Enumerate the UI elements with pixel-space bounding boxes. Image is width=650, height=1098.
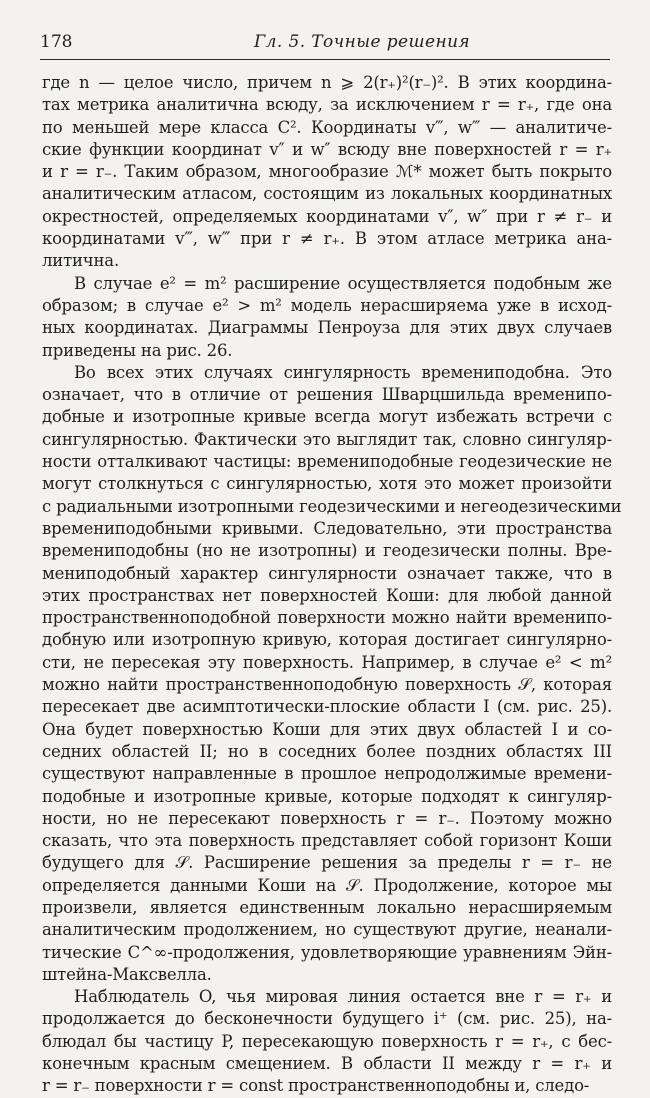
text-line: ных координатах. Диаграммы Пенроуза для этих двух случаев xyxy=(42,318,612,338)
header-rule xyxy=(40,59,610,60)
text-line: Во всех этих случаях сингулярность времениподобна. Это xyxy=(74,362,612,382)
text-line: r = r₋ поверхности r = const пространственноподобны и, следо- xyxy=(42,1076,590,1096)
text-line: тах метрика аналитична всюду, за исключением r = r₊, где она xyxy=(42,95,612,115)
body-text xyxy=(42,72,622,1098)
text-line: времениподобными кривыми. Следовательно, эти пространства xyxy=(42,518,612,538)
text-line: ности, но не пересекают поверхность r = r₋. Поэтому можно xyxy=(42,808,612,828)
text-line: приведены на рис. 26. xyxy=(42,340,233,360)
text-line: где n — целое число, причем n ⩾ 2(r₊)²(r₋)². В этих координа- xyxy=(42,73,612,92)
text-line: пространственноподобной поверхности можно найти временипо- xyxy=(42,608,612,628)
text-line: по меньшей мере класса C². Координаты v‴, w‴ — аналитиче- xyxy=(42,117,612,137)
text-line: аналитическим продолжением, но существуют другие, неанали- xyxy=(42,920,612,940)
text-line: означает, что в отличие от решения Шварцшильда временипо- xyxy=(42,385,612,405)
text-line: могут столкнуться с сингулярностью, хотя это может произойти xyxy=(42,474,612,494)
text-line: аналитическим атласом, состоящим из локальных координатных xyxy=(42,184,612,204)
text-line: Наблюдатель O, чья мировая линия остается вне r = r₊ и xyxy=(74,987,612,1007)
text-line: продолжается до бесконечности будущего i⁺ (см. рис. 25), на- xyxy=(42,1009,612,1029)
text-line: конечным красным смещением. В области II между r = r₊ и xyxy=(42,1054,612,1074)
text-line: Она будет поверхностью Коши для этих двух областей I и со- xyxy=(42,719,612,739)
paragraph xyxy=(42,986,612,1097)
text-line: сти, не пересекая эту поверхность. Например, в случае e² < m² xyxy=(42,652,612,672)
text-line: штейна-Максвелла. xyxy=(42,964,212,984)
text-line: В случае e² = m² расширение осуществляется подобным же xyxy=(74,273,612,293)
text-line: окрестностей, определяемых координатами v″, w″ при r ≠ r₋ и xyxy=(42,206,612,226)
paragraph xyxy=(42,72,612,273)
paragraph xyxy=(42,273,612,362)
text-line: сказать, что эта поверхность представляет собой горизонт Коши xyxy=(42,831,612,851)
text-line: будущего для 𝒮. Расширение решения за пределы r = r₋ не xyxy=(42,853,612,873)
text-line: мениподобный характер сингулярности означает также, что в xyxy=(42,563,612,583)
text-line: тические C^∞-продолжения, удовлетворяющие уравнениям Эйн- xyxy=(42,942,612,962)
running-head: Гл. 5. Точные решения xyxy=(254,32,471,52)
text-line: ности отталкивают частицы: времениподобные геодезические не xyxy=(42,452,612,472)
page-header xyxy=(40,32,610,56)
text-line: и r = r₋. Таким образом, многообразие ℳ* может быть покрыто xyxy=(42,162,612,182)
text-line: с радиальными изотропными геодезическими и негеодезическими xyxy=(42,496,622,516)
text-line: можно найти пространственноподобную поверхность 𝒮, которая xyxy=(42,675,612,695)
text-line: добную или изотропную кривую, которая достигает сингулярно- xyxy=(42,630,612,650)
text-line: времениподобны (но не изотропны) и геодезически полны. Вре- xyxy=(42,541,612,561)
text-line: этих пространствах нет поверхностей Коши: для любой данной xyxy=(42,585,612,605)
text-line: координатами v‴, w‴ при r ≠ r₊. В этом атласе метрика ана- xyxy=(42,229,612,249)
text-line: подобные и изотропные кривые, которые подходят к сингуляр- xyxy=(42,786,612,806)
text-line: добные и изотропные кривые всегда могут избежать встречи с xyxy=(42,407,612,427)
text-line: блюдал бы частицу P, пересекающую поверхность r = r₊, с бес- xyxy=(42,1031,612,1051)
text-line: литична. xyxy=(42,251,119,271)
text-line: ские функции координат v″ и w″ всюду вне поверхностей r = r₊ xyxy=(42,139,612,159)
text-line: седних областей II; но в соседних более поздних областях III xyxy=(42,741,612,761)
text-line: существуют направленные в прошлое непродолжимые времени- xyxy=(42,764,612,784)
text-line: образом; в случае e² > m² модель нерасширяема уже в исход- xyxy=(42,295,612,315)
text-line: пересекает две асимптотически-плоские области I (см. рис. 25). xyxy=(42,697,612,717)
page-number: 178 xyxy=(40,32,73,52)
paragraph xyxy=(42,362,622,986)
text-line: произвели, является единственным локально нерасширяемым xyxy=(42,897,612,917)
text-line: определяется данными Коши на 𝒮. Продолжение, которое мы xyxy=(42,875,612,895)
text-line: сингулярностью. Фактически это выглядит так, словно сингуляр- xyxy=(42,429,612,449)
